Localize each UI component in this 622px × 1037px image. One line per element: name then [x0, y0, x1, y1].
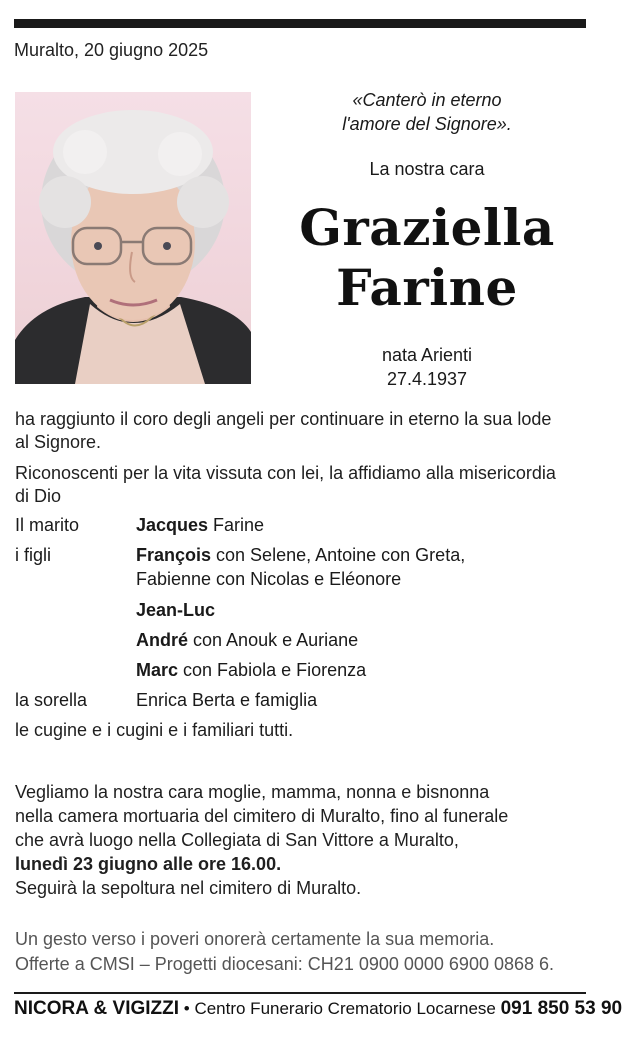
child-4-family: con Fabiola e Fiorenza [178, 660, 367, 680]
child-3-name: André [136, 630, 189, 650]
funeral-home-name: NICORA & VIGIZZI [14, 998, 180, 1019]
sister-value: Enrica Berta e famiglia [136, 690, 318, 710]
child-1-family-line-2: Fabienne con Nicolas e Eléonore [136, 569, 402, 589]
husband-label: Il marito [15, 515, 80, 535]
funeral-home-description: Centro Funerario Crematorio Locarnese [194, 999, 496, 1018]
donation-details: Offerte a CMSI – Progetti diocesani: CH21 0900 0000 6900 0868 6. [15, 954, 555, 974]
portrait-illustration [15, 92, 251, 384]
birth-info [290, 343, 564, 391]
husband-surname: Farine [208, 515, 265, 535]
epigraph-quote [290, 88, 564, 136]
child-1-name: François [136, 545, 212, 565]
vigil-line: che avrà luogo nella Collegiata di San Vittore a Muralto, [15, 830, 459, 850]
funeral-home-footer [14, 998, 622, 1020]
charity-note [15, 927, 590, 977]
vigil-line: nella camera mortuaria del cimitero di Muralto, fino al funerale [15, 806, 509, 826]
children-label: i figli [15, 545, 52, 565]
last-name: Farine [336, 258, 518, 317]
child-4 [136, 658, 366, 682]
deceased-name [262, 198, 592, 318]
vigil-line: Seguirà la sepoltura nel cimitero di Muralto. [15, 878, 362, 898]
quote-line-2: l'amore del Signore». [342, 114, 512, 134]
child-1 [136, 543, 465, 591]
husband-value [136, 513, 264, 537]
portrait-photo [15, 92, 251, 384]
relatives-line: le cugine e i cugini e i familiari tutti. [15, 720, 294, 740]
funeral-home-phone: 091 850 53 90 [500, 998, 622, 1019]
maiden-name: nata Arienti [381, 345, 473, 365]
child-3-family: con Anouk e Auriane [188, 630, 359, 650]
funeral-date: lunedì 23 giugno alle ore 16.00. [15, 854, 282, 874]
announcement-line: al Signore. [15, 432, 102, 452]
announcement-line: ha raggiunto il coro degli angeli per continuare in eterno la sua lode [15, 409, 552, 429]
announcement-line: di Dio [15, 486, 62, 506]
intro-text: La nostra cara [369, 159, 485, 179]
child-1-family: con Selene, Antoine con Greta, [211, 545, 466, 565]
announcement-line: Riconoscenti per la vita vissuta con lei, la affidiamo alla misericordia [15, 463, 556, 483]
sister-label: la sorella [15, 690, 88, 710]
bottom-rule [14, 992, 586, 994]
quote-line-1: «Canterò in eterno [352, 90, 502, 110]
announcement-paragraph-2 [15, 462, 585, 508]
date-line: Muralto, 20 giugno 2025 [14, 40, 209, 60]
child-3 [136, 628, 358, 652]
child-4-name: Marc [136, 660, 179, 680]
child-2 [136, 598, 215, 622]
charity-line: Un gesto verso i poveri onorerà certamente la sua memoria. [15, 929, 495, 949]
child-2-name: Jean-Luc [136, 600, 216, 620]
vigil-paragraph [15, 780, 585, 900]
announcement-paragraph-1 [15, 408, 585, 454]
footer-separator: • [179, 999, 195, 1018]
husband-name: Jacques [136, 515, 209, 535]
first-name: Graziella [299, 198, 555, 257]
top-rule [14, 19, 586, 28]
vigil-line: Vegliamo la nostra cara moglie, mamma, nonna e bisnonna [15, 782, 490, 802]
birth-date: 27.4.1937 [386, 369, 468, 389]
